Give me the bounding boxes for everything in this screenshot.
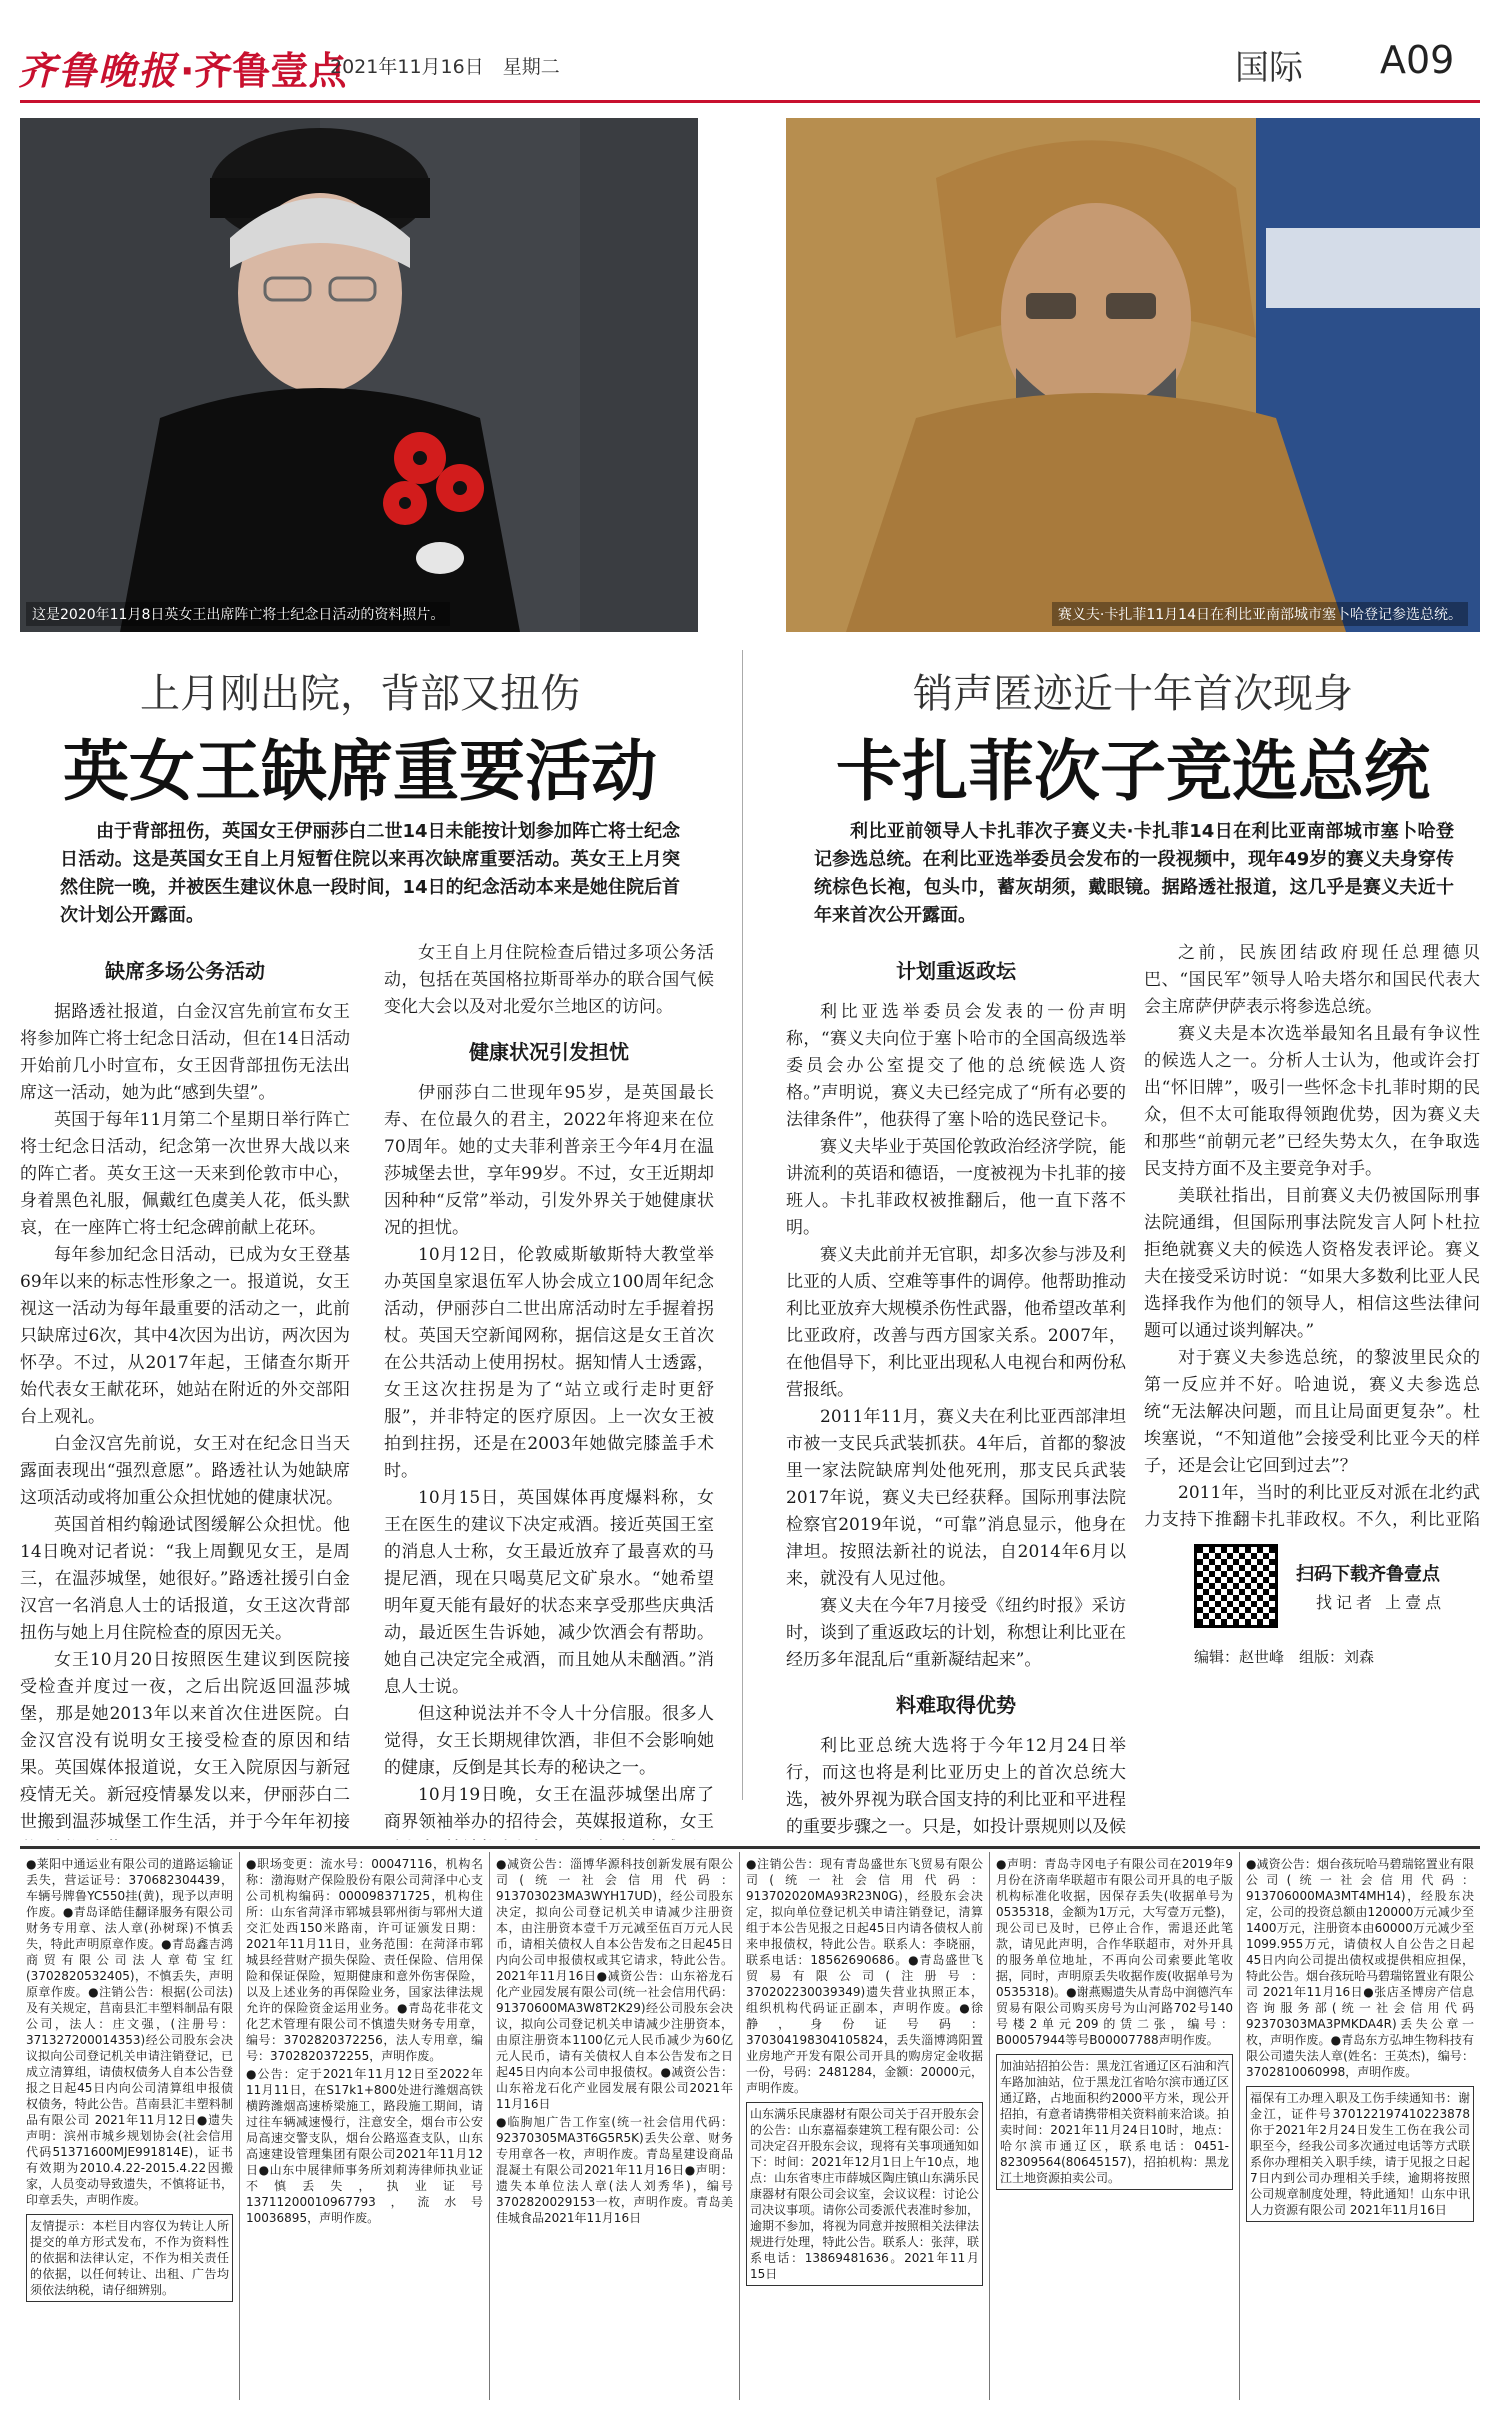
story-divider	[742, 650, 743, 1800]
left-section-heading-1: 缺席多场公务活动	[105, 959, 265, 983]
page-number: A09	[1380, 38, 1455, 82]
app-logo: ·齐鲁壹点	[180, 49, 347, 93]
paragraph: 美联社指出，目前赛义夫仍被国际刑事法院通缉，但国际刑事法院发言人阿卜杜拉拒绝就赛义夫的候选人资格发表评论。赛义夫在接受采访时说：“如果大多数利比亚人民选择我作为他们的领导人，相信这些法律问题可以通过谈判解决。”	[1144, 1186, 1480, 1341]
friendly-reminder: 友情提示：本栏目内容仅为转让人所提交的单方形式发布，不作为资料性的依据和法律认定，不作为相关责任的依据，以任何转让、出租、广告均须依法纳税，请仔细辨别。	[26, 2214, 233, 2302]
left-column-2	[384, 940, 714, 1840]
ad-notice: ●减资公告：淄博华源科技创新发展有限公司(统一社会信用代码：913703023MA3WYH17UD)，经公司股东决定，拟向公司登记机关申请减少注册资本，由注册资本壹千万元减至伍百万元人民币，请相关债权人自本公告发布之日起45日内向公司申报债权或其它请求，特此公告。2021年11月16日●减资公告：山东裕龙石化产业园发展有限公司(统一社会信用代码：91370600MA3W8T2K29)经公司股东会决议，拟向公司登记机关申请减少注册资本，由原注册资本1100亿元人民币减少为60亿元人民币，请有关债权人自本公告发布之日起45日内向本公司申报债权。●减资公告：山东裕龙石化产业园发展有限公司2021年11月16日	[496, 1857, 733, 2111]
paragraph: 10月19日晚，女王在温莎城堡出席了商界领袖举办的招待会，英媒报道称，女王	[384, 1785, 714, 1832]
ad-column-6	[1240, 1852, 1480, 2400]
ad-notice: ●公告：定于2021年11月12日至2022年11月11日，在S17k1+800处进行潍烟高铁横跨潍烟高速桥梁施工，路段施工期间，请过往车辆减速慢行，注意安全，烟台市公安局高速交警支队，烟台公路巡查支队，山东高速建设管理集团有限公司2021年11月12日●山东中展律师事务所刘莉涛律师执业证不慎丢失，执业证号13711200010967793，流水号10036895，声明作废。	[246, 2067, 483, 2225]
paragraph: 据路透社报道，白金汉宫先前宣布女王将参加阵亡将士纪念日活动，但在14日活动开始前几小时宣布，女王因背部扭伤无法出席这一活动，她为此“感到失望”。	[20, 1002, 350, 1103]
newspaper-logo: 齐鲁晚报	[18, 48, 179, 93]
qr-text-download: 扫码下载齐鲁壹点	[1296, 1564, 1440, 1585]
ad-column-4	[740, 1852, 990, 2400]
ad-column-2	[240, 1852, 490, 2400]
paragraph: 10月15日，英国媒体再度爆料称，女王在医生的建议下决定戒酒。接近英国王室的消息人士称，女王最近放弃了最喜欢的马提尼酒，现在只喝莫尼文矿泉水。“她希望明年夏天能有最好的状态来享受那些庆典活动，最近医生告诉她，减少饮酒会有帮助。她自己决定完全戒酒，而且她从未酗酒。”消息人士说。	[384, 1488, 714, 1697]
ad-column-5	[990, 1852, 1240, 2400]
ad-column-3	[490, 1852, 740, 2400]
left-section-heading-2: 健康状况引发担忧	[469, 1040, 629, 1064]
left-column-1	[20, 940, 350, 1840]
right-lead: 利比亚前领导人卡扎菲次子赛义夫·卡扎菲14日在利比亚南部城市塞卜哈登记参选总统。在利比亚选举委员会发布的一段视频中，现年49岁的赛义夫身穿传统棕色长袍，包头巾，蓄灰胡须，戴眼镜。据路透社报道，这几乎是赛义夫近十年来首次公开露面。	[814, 821, 1454, 926]
queen-photo	[20, 118, 698, 632]
ads-rule	[20, 1846, 1480, 1849]
left-headline: 英女王缺席重要活动	[63, 732, 657, 810]
paragraph: 白金汉宫先前说，女王对在纪念日当天露面表现出“强烈意愿”。路透社认为她缺席这项活动或将加重公众担忧她的健康状况。	[20, 1434, 350, 1508]
saif-illustration	[786, 118, 1480, 632]
paragraph: 每年参加纪念日活动，已成为女王登基69年以来的标志性形象之一。报道说，女王视这一活动为每年最重要的活动之一，此前只缺席过6次，其中4次因为出访，两次因为怀孕。不过，从2017年起，王储查尔斯开始代表女王献花环，她站在附近的外交部阳台上观礼。	[20, 1245, 350, 1427]
paragraph: 10月12日，伦敦威斯敏斯特大教堂举办英国皇家退伍军人协会成立100周年纪念活动，伊丽莎白二世出席活动时左手握着拐杖。英国天空新闻网称，据信这是女王首次在公共活动上使用拐杖。据知情人士透露，女王这次拄拐是为了“站立或行走时更舒服”，并非特定的医疗原因。上一次女王被拍到拄拐，还是在2003年她做完膝盖手术时。	[384, 1245, 714, 1481]
paragraph: 利比亚总统大选将于今年12月24日举行，而这也将是利比亚历史上的首次总统大选，被外界视为联合国支持的利比亚和平进程的重要步骤之一。只是，如投计票规则以及候	[786, 1736, 1126, 1837]
ad-notice: ●注销公告：现有青岛盛世东飞贸易有限公司(统一社会信用代码：913702020MA93R23N0G)，经股东会决定，拟向单位登记机关申请注销登记，清算组于本公告见报之日起45日内请各债权人前来申报债权，特此公告。联系人：李晓丽，联系电话：18562690686。●青岛盛世飞贸易有限公司(注册号：370202230039349)遗失营业执照正本，组织机构代码证正副本，声明作废。●徐静，身份证号码：370304198304105824，丢失淄博鸿阳置业房地产开发有限公司开具的购房定金收据一份，号码：2481284，金额：20000元，声明作废。	[746, 1857, 983, 2095]
queen-illustration	[20, 118, 698, 632]
paragraph: 伊丽莎白二世现年95岁，是英国最长寿、在位最久的君主，2022年将迎来在位70周年。她的丈夫菲利普亲王今年4月在温莎城堡去世，享年99岁。不过，女王近期却因种种“反常”举动，引发外界关于她健康状况的担忧。	[384, 1083, 714, 1238]
editor-credit: 编辑：赵世峰 组版：刘森	[1194, 1648, 1375, 1666]
paragraph: 女王自上月住院检查后错过多项公务活动，包括在英国格拉斯哥举办的联合国气候变化大会以及对北爱尔兰地区的访问。	[384, 943, 714, 1017]
saif-photo	[786, 118, 1480, 632]
paragraph: 之前，民族团结政府现任总理德贝巴、“国民军”领导人哈夫塔尔和国民代表大会主席萨伊萨表示将参选总统。	[1144, 943, 1480, 1017]
issue-date: 2021年11月16日 星期二	[330, 56, 560, 78]
paragraph: 赛义夫是本次选举最知名且最有争议性的候选人之一。分析人士认为，他或许会打出“怀旧牌”，吸引一些怀念卡扎菲时期的民众，但不太可能取得领跑优势，因为赛义夫和那些“前朝元老”已经失势太久，在争取选民支持方面不及主要竞争对手。	[1144, 1024, 1480, 1179]
paragraph: 对于赛义夫参选总统，的黎波里民众的第一反应并不好。哈迪说，赛义夫参选总统“无法解决问题，而且让局面更复杂”。杜埃塞说，“不知道他”会接受利比亚今天的样子，还是会让它回到过去”？	[1144, 1348, 1480, 1476]
classified-ads	[20, 1852, 1480, 2400]
paragraph: 利比亚选举委员会发表的一份声明称，“赛义夫向位于塞卜哈市的全国高级选举委员会办公室提交了他的总统候选人资格。”声明说，赛义夫已经完成了“所有必要的法律条件”，他获得了塞卜哈的选民登记卡。	[786, 1002, 1126, 1130]
paragraph: 赛义夫此前并无官职，却多次参与涉及利比亚的人质、空难等事件的调停。他帮助推动利比亚放弃大规模杀伤性武器，他希望改革利比亚政府，改善与西方国家关系。2007年，在他倡导下，利比亚出现私人电视台和两份私营报纸。	[786, 1245, 1126, 1400]
ad-notice-boxed: 加油站招拍公告：黑龙江省通辽区石油和汽车路加油站，位于黑龙江省哈尔滨市通辽区通辽路，占地面积约2000平方米，现公开招拍，有意者请携带相关资料前来洽谈。拍卖时间：2021年11月24日10时，地点：哈尔滨市通辽区，联系电话：0451-82309564(80645157)，招拍机构：黑龙江土地资源拍卖公司。	[996, 2054, 1233, 2190]
right-column-1	[786, 940, 1126, 1840]
paragraph: 英国于每年11月第二个星期日举行阵亡将士纪念日活动，纪念第一次世界大战以来的阵亡者。英女王这一天来到伦敦市中心，身着黑色礼服，佩戴红色虞美人花，低头默哀，在一座阵亡将士纪念碑前献上花环。	[20, 1110, 350, 1238]
ad-column-1	[20, 1852, 240, 2400]
ad-notice: ●莱阳中通运业有限公司的道路运输证丢失，营运证号：370682304439，车辆号牌鲁YC550挂(黄)，现予以声明作废。●青岛译皓佳翻译服务有限公司财务专用章、法人章(孙树琛)不慎丢失，特此声明原章作废。●青岛鑫吉鸿商贸有限公司法人章荀宝红(3702820532405)，不慎丢失，声明原章作废。●注销公告：根据(公司法)及有关规定，莒南县汇丰塑料制品有限公司，法人：庄文强，(注册号：371327200014353)经公司股东会决议拟向公司登记机关申请注销登记，已成立清算组，请债权债务人自本公告登报之日起45日内向公司清算组申报债权债务，特此公告。莒南县汇丰塑料制品有限公司 2021年11月12日●遗失声明：滨州市城乡规划协会(社会信用代码51371600MJE991814E)，证书有效期为2010.4.22-2015.4.22因搬家，人员变动导致遗失，不慎将证书，印章丢失，声明作废。	[26, 1857, 233, 2207]
right-column-2	[1144, 940, 1480, 1530]
header-rule	[20, 100, 1480, 103]
ad-notice: ●临朐旭广告工作室(统一社会信用代码：92370305MA3T6G5R5K)丢失公章、财务专用章各一枚，声明作废。青岛星建设商品混凝土有限公司2021年11月16日●声明：遗失本单位法人章(法人刘秀华)，编号3702820029153一枚，声明作废。青岛美佳城食品2021年11月16日	[496, 2115, 733, 2225]
ad-notice-boxed: 福保有工办理入职及工伤手续通知书：谢金江，证件号370122197410223878你于2021年2月24日发生工伤在我公司职至今，经我公司多次通过电话等方式联系你办理相关入职手续，请于见报之日起7日内到公司办理相关手续，逾期将按照公司规章制度处理，特此通知！山东中讯人力资源有限公司 2021年11月16日	[1246, 2086, 1474, 2222]
page-header	[0, 0, 1500, 120]
left-subtitle: 上月刚出院，背部又扭伤	[140, 671, 580, 717]
ad-notice-boxed: 山东满乐民康器材有限公司关于召开股东会的公告：山东嘉福泰建筑工程有限公司：公司决定召开股东会议，现将有关事项通知如下：时间：2021年12月1日上午10点，地点：山东省枣庄市薛城区陶庄镇山东满乐民康器材有限公司会议室，会议议程：讨论公司决议事项。请你公司委派代表准时参加，逾期不参加，将视为同意并按照相关法律法规进行处理，特此公告。联系人：张萍，联系电话：13869481636。2021年11月15日	[746, 2102, 983, 2286]
right-headline: 卡扎菲次子竞选总统	[836, 732, 1430, 810]
right-subtitle: 销声匿迹近十年首次现身	[913, 671, 1353, 717]
paragraph: 女王10月20日按照医生建议到医院接受检查并度过一夜，之后出院返回温莎城堡，那是她2013年以来首次住进医院。白金汉宫没有说明女王接受检查的原因和结果。英国媒体报道说，女王入院原因与新冠疫情无关。新冠疫情暴发以来，伊丽莎白二世搬到温莎城堡工作生活，并于今年年初接	[20, 1650, 350, 1832]
ad-notice: ●声明：青岛寺冈电子有限公司在2019年9月份在济南华联超市有限公司开具的电子版机构标准化收据，因保存丢失(收据单号为0535318，金额为1万元，大写壹万元整)，现公司已及时，已停止合作，需退还此笔款，请见此声明，合作华联超市，对外开具的服务单位地址，不再向公司索要此笔收据，同时，声明原丢失收据作废(收据单号为0535318)。●谢燕赐遗失从青岛中润德汽车贸易有限公司购买房号为山河路702号140号楼2单元209的赁二张，编号：B00057944等号B00007788声明作废。	[996, 1857, 1233, 2047]
paragraph: 英国首相约翰逊试图缓解公众担忧。他14日晚对记者说：“我上周觐见女王，是周三，在温莎城堡，她很好。”路透社援引白金汉宫一名消息人士的话报道，女王这次背部扭伤与她上月住院检查的原因无关。	[20, 1515, 350, 1643]
paragraph: 2011年，当时的利比亚反对派在北约武力支持下推翻卡扎菲政权。不久，利比亚陷	[1144, 1483, 1480, 1530]
left-lead: 由于背部扭伤，英国女王伊丽莎白二世14日未能按计划参加阵亡将士纪念日活动。这是英国女王自上月短暂住院以来再次缺席重要活动。英女王上月突然住院一晚，并被医生建议休息一段时间，14日的纪念活动本来是她住院后首次计划公开露面。	[60, 821, 680, 926]
section-name: 国际	[1235, 48, 1303, 88]
qr-text-reporter: 找记者 上壹点	[1316, 1593, 1446, 1612]
ad-notice: ●减资公告：烟台孩玩哈马碧瑞铭置业有限公司(统一社会信用代码：913706000MA3MT4MH14)，经股东决定，公司的投资总额由120000万元减少至1400万元，注册资本由60000万元减少至1099.955万元，请债权人自公告之日起45日内向公司提出债权或提供相应担保，特此公告。烟台孩玩哈马碧瑞铭置业有限公司 2021年11月16日●张店圣博房产信息咨询服务部(统一社会信用代码92370303MA3PMKDA4R)丢失公章一枚，声明作废。●青岛东方弘坤生物科技有限公司遗失法人章(姓名：王英杰)，编号：3702810060998，声明作废。	[1246, 1857, 1475, 2079]
ad-notice: ●职场变更：流水号：00047116，机构名称：渤海财产保险股份有限公司菏泽中心支公司机构编码：000098371725，机构住所：山东省菏泽市郓城县郓州街与郓州大道交汇处西150米路南，许可证颁发日期：2021年11月11日，业务范围：在菏泽市郓城县经营财产损失保险、责任保险、信用保险和保证保险，短期健康和意外伤害保险，以及上述业务的再保险业务，国家法律法规允许的保险资金运用业务。●青岛花非花文化艺术管理有限公司不慎遗失财务专用章，编号：3702820372256，法人专用章，编号：3702820372255，声明作废。	[246, 1857, 483, 2063]
right-section-heading-2: 料难取得优势	[896, 1693, 1016, 1717]
qr-download-box[interactable]	[1186, 1538, 1480, 1678]
right-section-heading-1: 计划重返政坛	[896, 959, 1016, 983]
queen-photo-caption: 这是2020年11月8日英女王出席阵亡将士纪念日活动的资料照片。	[26, 602, 450, 626]
paragraph: 赛义夫在今年7月接受《纽约时报》采访时，谈到了重返政坛的计划，称想让利比亚在经历多年混乱后“重新凝结起来”。	[786, 1596, 1126, 1670]
paragraph: 2011年11月，赛义夫在利比亚西部津坦市被一支民兵武装抓获。4年后，首都的黎波里一家法院缺席判处他死刑，那支民兵武装2017年说，赛义夫已经获释。国际刑事法院检察官2019年说，“可靠”消息显示，他身在津坦。按照法新社的说法，自2014年6月以来，就没有人见过他。	[786, 1407, 1126, 1589]
qr-code-icon[interactable]	[1194, 1544, 1278, 1628]
paragraph: 赛义夫毕业于英国伦敦政治经济学院，能讲流利的英语和德语，一度被视为卡扎菲的接班人。卡扎菲政权被推翻后，他一直下落不明。	[786, 1137, 1126, 1238]
paragraph: 但这种说法并不令人十分信服。很多人觉得，女王长期规律饮酒，非但不会影响她的健康，反倒是其长寿的秘诀之一。	[384, 1704, 714, 1778]
saif-photo-caption: 赛义夫·卡扎菲11月14日在利比亚南部城市塞卜哈登记参选总统。	[1052, 602, 1468, 626]
